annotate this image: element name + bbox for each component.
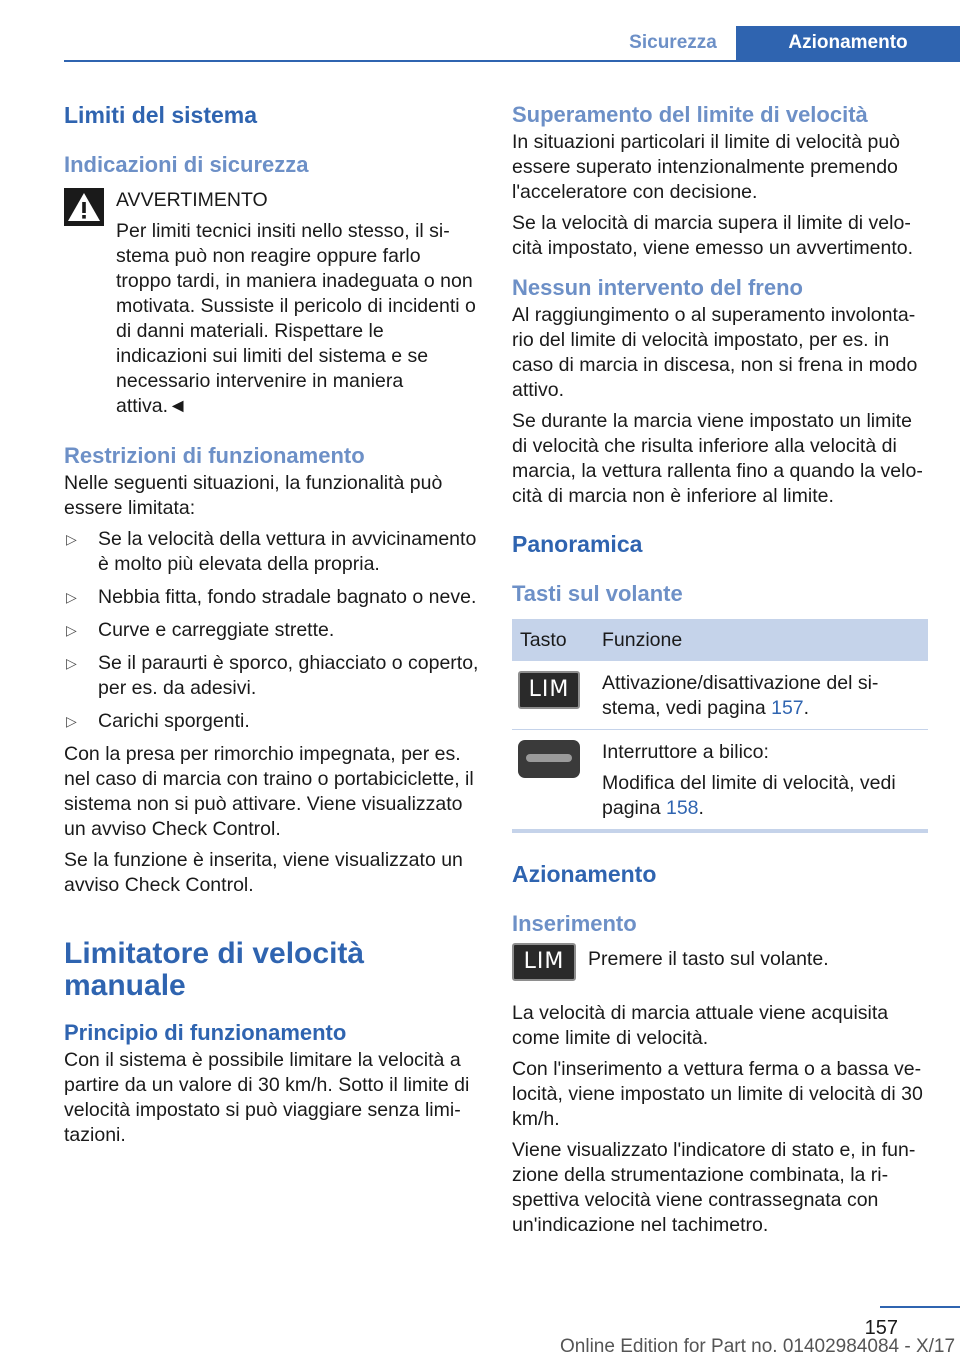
warning-text-content: Per limiti tecnici insiti nello stesso, il sistema può non reagire oppure farlo troppo tardi, in maniera inadeguata o non motivata. Sussiste il pericolo di incidenti o di danni materiali. Rispettare le indicazioni sui limiti del sistema e se necessario intervenire in maniera attiva.◄ [116, 220, 476, 417]
bullet-triangle-icon: ▷ [66, 655, 77, 671]
bullet-triangle-icon: ▷ [66, 531, 77, 547]
heading-insert: Inserimento [512, 911, 637, 936]
left-column [64, 100, 479, 1154]
paragraph-nobrake-1: Al raggiungimento o al superamento involontario del limite di velocità impostato, per es. in caso di marcia in discesa, non si frena in modo attivo. [512, 304, 918, 401]
table-header-row [512, 619, 928, 661]
paragraph-insert-3: Viene visualizzato l'indicatore di stato e, in funzione della strumentazione combinata, la rispettiva velocità viene contrassegnata con un'indicazione nel tachimetro. [512, 1139, 916, 1236]
heading-overview: Panoramica [512, 531, 643, 557]
list-item [64, 709, 479, 734]
footer-edition: Online Edition for Part no. 01402984084 - X/17 [560, 1336, 956, 1357]
list-item [64, 585, 479, 610]
paragraph-trailer: Con la presa per rimorchio impegnata, per es. nel caso di marcia con traino o portabiciclette, il sistema non si può attivare. Viene visualizzato un avviso Check Control. [64, 743, 474, 840]
list-item [64, 651, 479, 701]
table-row [512, 661, 928, 730]
list-item-text: Se il paraurti è sporco, ghiacciato o coperto, per es. da adesivi. [98, 652, 479, 699]
table-cell-function: Interruttore a bilico: Modifica del limite di velocità, vedi pagina 158. [594, 730, 928, 832]
paragraph-insert-1: La velocità di marcia attuale viene acquisita come limite di velocità. [512, 1002, 889, 1049]
list-item [64, 618, 479, 643]
header-rule [64, 60, 960, 62]
key-table [512, 619, 928, 833]
insert-text: Premere il tasto sul volante. [588, 948, 829, 970]
heading-safety: Indicazioni di sicurezza [64, 152, 309, 177]
heading-exceed: Superamento del limite di velocità [512, 102, 868, 127]
heading-keys: Tasti sul volante [512, 581, 683, 606]
paragraph-exceed-2: Se la velocità di marcia supera il limite di velocità impostato, viene emesso un avvertimento. [512, 212, 914, 259]
table-cell-function: Attivazione/disattivazione del sistema, vedi pagina 157. [594, 661, 928, 730]
restrictions-intro: Nelle seguenti situazioni, la funzionalità può essere limitata: [64, 472, 443, 519]
warning-block [64, 188, 479, 419]
page-number: 157 [864, 1317, 898, 1339]
table-header-key: Tasto [512, 619, 594, 661]
insert-step [512, 947, 928, 989]
bullet-triangle-icon: ▷ [66, 589, 77, 605]
paragraph-inserted: Se la funzione è inserita, viene visualizzato un avviso Check Control. [64, 849, 463, 896]
warning-triangle-icon [64, 188, 104, 226]
table-header-function: Funzione [594, 619, 928, 661]
heading-restrictions: Restrizioni di funzionamento [64, 443, 365, 468]
list-item [64, 527, 479, 577]
row2-text: Modifica del limite di velocità, vedi pagina [602, 772, 896, 819]
table-row [512, 730, 928, 832]
paragraph-exceed-1: In situazioni particolari il limite di velocità può essere superato intenzionalmente premendo l'acceleratore con decisione. [512, 131, 901, 203]
warning-label: AVVERTIMENTO [116, 189, 268, 211]
lim-button-icon: LIM [518, 671, 580, 709]
paragraph-insert-2: Con l'inserimento a vettura ferma o a bassa velocità, viene impostato un limite di velocità di 30 km/h. [512, 1058, 923, 1130]
heading-limiter: Limitatore di velocità manuale [64, 937, 365, 1002]
paragraph-nobrake-2: Se durante la marcia viene impostato un limite di velocità che risulta inferiore alla velocità di marcia, la vettura rallenta fino a quando la velocità di marcia non è inferiore al limite. [512, 410, 923, 507]
row1-text: Attivazione/disattivazione del sistema, vedi pagina [602, 672, 879, 719]
heading-nobrake: Nessun intervento del freno [512, 275, 803, 300]
heading-operation: Azionamento [512, 861, 657, 887]
page-link-158[interactable]: 158 [665, 797, 699, 819]
header-section-tab[interactable]: Sicurezza [629, 32, 717, 53]
list-item-text: Curve e carreggiate strette. [98, 619, 335, 641]
paragraph-principle: Con il sistema è possibile limitare la velocità a partire da un valore di 30 km/h. Sotto il limite di velocità impostato si può viaggiare senza limitazioni. [64, 1049, 470, 1146]
list-item-text: Nebbia fitta, fondo stradale bagnato o neve. [98, 586, 477, 608]
bullet-triangle-icon: ▷ [66, 622, 77, 638]
row2-title: Interruttore a bilico: [602, 741, 769, 763]
footer-rule [880, 1306, 960, 1308]
right-column [512, 100, 928, 1244]
rocker-switch-icon [518, 740, 580, 778]
heading-principle: Principio di funzionamento [64, 1020, 347, 1045]
bullet-triangle-icon: ▷ [66, 713, 77, 729]
list-item-text: Se la velocità della vettura in avvicinamento è molto più elevata della propria. [98, 528, 477, 575]
list-item-text: Carichi sporgenti. [98, 710, 250, 732]
page-link-157[interactable]: 157 [771, 697, 804, 719]
heading-limits: Limiti del sistema [64, 102, 258, 128]
header-chapter-tab[interactable]: Azionamento [736, 26, 960, 60]
restrictions-list [64, 527, 479, 734]
warning-text [64, 219, 479, 419]
table-cell-key [512, 661, 594, 730]
table-cell-key [512, 730, 594, 832]
lim-button-icon: LIM [512, 943, 576, 981]
